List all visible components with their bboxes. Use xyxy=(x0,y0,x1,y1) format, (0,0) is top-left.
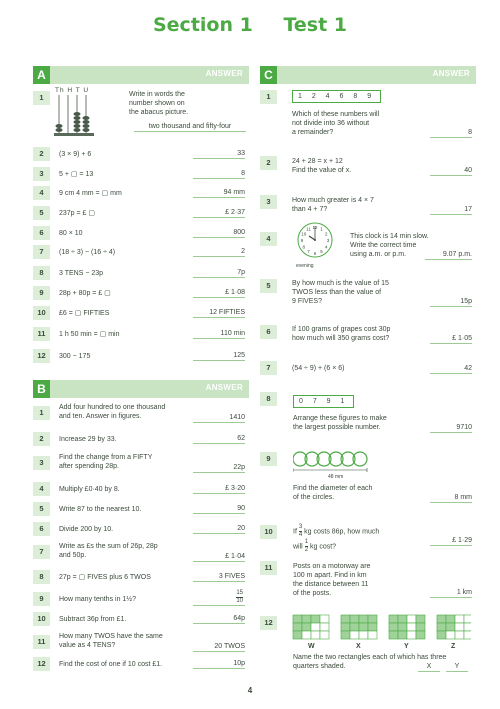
answer-field[interactable]: 15p xyxy=(430,297,472,307)
question-b6 xyxy=(33,522,249,536)
answer-field[interactable]: 22p xyxy=(193,463,245,473)
grid-cell xyxy=(407,615,416,623)
question-line: TWOS less than the value of xyxy=(292,289,382,296)
question-line: the distance between 11 xyxy=(293,581,369,588)
question-c6 xyxy=(260,322,476,348)
question-number: 11 xyxy=(260,561,277,575)
question-a12 xyxy=(33,349,249,363)
grid-cell xyxy=(416,615,425,623)
question-number: 12 xyxy=(33,657,50,671)
question-line: Subtract 36p from £1. xyxy=(59,616,127,623)
grid-cell xyxy=(320,631,329,639)
question-text: 1 h 50 min = ▢ min xyxy=(59,331,120,338)
question-b3 xyxy=(33,453,249,475)
rectangles-image xyxy=(281,613,471,641)
question-text: 5 + ▢ = 13 xyxy=(59,171,94,178)
answer-field[interactable]: 12 FIFTIES xyxy=(193,308,245,318)
answer-field[interactable]: 40 xyxy=(430,166,472,176)
question-number: 6 xyxy=(33,226,50,240)
question-b11 xyxy=(33,632,249,654)
answer-field[interactable]: 7p xyxy=(193,268,245,278)
grid-cell xyxy=(302,631,311,639)
question-c7 xyxy=(260,361,476,377)
question-number: 11 xyxy=(33,327,50,341)
question-line: how much will 350 grams cost? xyxy=(292,335,390,342)
question-number: 6 xyxy=(33,522,50,536)
grid-cell xyxy=(368,631,377,639)
question-b1 xyxy=(33,403,249,425)
answer-field[interactable]: two thousand and fifty-four xyxy=(134,122,246,132)
question-text xyxy=(293,414,387,432)
question-text xyxy=(293,524,379,554)
answer-field[interactable]: 20 xyxy=(193,524,245,534)
question-line: How much greater is 4 × 7 xyxy=(292,197,374,204)
grid-cell xyxy=(446,615,455,623)
grid-cell xyxy=(464,615,471,623)
section-a-letter: A xyxy=(33,66,50,84)
question-text: 3 TENS − 23p xyxy=(59,270,104,277)
question-c4 xyxy=(260,226,476,272)
clock-number: 9 xyxy=(300,237,304,243)
question-number: 8 xyxy=(260,392,277,406)
section-a-header xyxy=(33,66,249,84)
fraction xyxy=(236,590,243,605)
question-number: 2 xyxy=(260,156,277,170)
question-number: 2 xyxy=(33,147,50,161)
page-number: 4 xyxy=(247,686,253,695)
grid-cell xyxy=(302,615,311,623)
fraction xyxy=(299,524,302,539)
question-number: 5 xyxy=(260,279,277,293)
question-text xyxy=(59,453,152,471)
grid-cell xyxy=(464,623,471,631)
grid-cell xyxy=(302,623,311,631)
question-line: Write the correct time xyxy=(350,242,417,249)
grid-cell xyxy=(455,623,464,631)
clock-number: 5 xyxy=(320,249,323,255)
question-c10 xyxy=(260,522,476,553)
grid-cell xyxy=(359,615,368,623)
grid-cell xyxy=(407,623,416,631)
grid-cell xyxy=(293,623,302,631)
question-number: 10 xyxy=(260,525,277,539)
numerator: 3 xyxy=(298,524,303,530)
clock-number: 11 xyxy=(306,226,311,232)
question-number: 1 xyxy=(33,406,50,420)
number-box: 1 2 4 6 8 9 xyxy=(292,90,381,103)
grid-cell xyxy=(368,615,377,623)
question-a10 xyxy=(33,306,249,320)
question-line: This clock is 14 min slow. xyxy=(350,233,429,240)
question-line: of the circles. xyxy=(293,494,335,501)
question-number: 8 xyxy=(33,570,50,584)
question-line: 100 m apart. Find in km xyxy=(293,572,367,579)
question-text: 9 cm 4 mm = ▢ mm xyxy=(59,190,122,197)
question-text: 300 − 175 xyxy=(59,353,91,360)
question-a1 xyxy=(33,88,249,140)
question-a2 xyxy=(33,147,249,161)
grid-cell xyxy=(389,631,398,639)
question-line: 9 FIVES? xyxy=(292,298,322,305)
grid-cell xyxy=(407,631,416,639)
rectangle-label-y: Y xyxy=(404,643,409,650)
question-line: Increase 29 by 33. xyxy=(59,436,117,443)
numerator: 15 xyxy=(236,590,243,596)
answer-field[interactable]: 9.07 p.m. xyxy=(425,250,472,260)
grid-cell xyxy=(311,631,320,639)
grid-cell xyxy=(455,615,464,623)
answer-field[interactable]: 33 xyxy=(193,149,245,159)
measurement-label: 48 mm xyxy=(328,474,344,480)
question-number: 12 xyxy=(33,349,50,363)
question-number: 3 xyxy=(33,167,50,181)
question-line: Add four hundred to one thousand xyxy=(59,404,166,411)
question-text xyxy=(293,484,372,502)
grid-cell xyxy=(437,631,446,639)
answer-field-1[interactable]: X xyxy=(418,662,440,672)
answer-field[interactable]: 17 xyxy=(430,205,472,215)
question-line: the largest possible number. xyxy=(293,424,381,431)
clock-number: 6 xyxy=(313,250,317,256)
grid-cell xyxy=(455,631,464,639)
grid-cell xyxy=(341,623,350,631)
rectangle-label-z: Z xyxy=(451,643,456,650)
grid-cell xyxy=(389,623,398,631)
question-number: 4 xyxy=(33,482,50,496)
question-c5 xyxy=(260,276,476,308)
question-number: 3 xyxy=(260,195,277,209)
answer-field[interactable]: 2 xyxy=(193,247,245,257)
grid-cell xyxy=(416,623,425,631)
question-text xyxy=(59,595,136,604)
clock-number: 4 xyxy=(325,244,328,250)
question-text: 80 × 10 xyxy=(59,230,83,237)
answer-field[interactable]: £ 1·04 xyxy=(193,552,245,562)
question-line xyxy=(293,539,379,554)
question-line: and 50p. xyxy=(59,552,87,559)
question-b8 xyxy=(33,570,249,584)
question-number: 12 xyxy=(260,616,277,630)
question-number: 9 xyxy=(33,592,50,606)
question-line: Multiply £0·40 by 8. xyxy=(59,486,120,493)
question-line: Write as £s the sum of 26p, 28p xyxy=(59,543,158,550)
answer-field[interactable]: 10p xyxy=(193,659,245,669)
question-number: 10 xyxy=(33,612,50,626)
question-line: Write in words the xyxy=(129,91,185,98)
question-text: 28p + 80p = £ ▢ xyxy=(59,290,111,297)
question-c12 xyxy=(260,613,476,677)
question-a3 xyxy=(33,167,249,181)
answer-field[interactable]: 800 xyxy=(193,228,245,238)
question-text xyxy=(59,660,162,669)
question-line: Find the change from a FIFTY xyxy=(59,454,153,461)
question-number: 2 xyxy=(33,432,50,446)
answer-field[interactable]: 8 mm xyxy=(430,493,472,503)
grid-cell xyxy=(368,623,377,631)
answer-field[interactable]: 110 min xyxy=(193,329,245,339)
question-text xyxy=(59,435,117,444)
answer-field[interactable]: £ 1·29 xyxy=(430,536,472,546)
clock-number: 7 xyxy=(307,249,310,255)
question-text xyxy=(59,615,126,624)
question-b12 xyxy=(33,657,249,671)
question-number: 7 xyxy=(260,361,277,375)
grid-cell xyxy=(311,623,320,631)
grid-cell xyxy=(341,615,350,623)
question-line: number shown on xyxy=(129,100,185,107)
question-a4 xyxy=(33,186,249,200)
question-a6 xyxy=(33,226,249,240)
clock-number: 3 xyxy=(326,237,330,243)
test-title: Test 1 xyxy=(283,14,348,36)
question-text xyxy=(292,196,374,214)
question-line: Find the cost of one if 10 cost £1. xyxy=(59,661,163,668)
number-box: 0 7 9 1 xyxy=(293,395,354,408)
clock-number: 10 xyxy=(301,231,307,237)
question-line: How many tenths in 1½? xyxy=(59,596,137,603)
question-line: If 100 grams of grapes cost 30p xyxy=(292,326,391,333)
question-b9 xyxy=(33,592,249,606)
question-line: quarters shaded. xyxy=(293,663,346,670)
answer-field[interactable]: 8 xyxy=(430,128,472,138)
answer-field[interactable]: 42 xyxy=(430,364,472,374)
answer-label: ANSWER xyxy=(205,69,243,78)
denominator: 10 xyxy=(236,598,243,604)
answer-field-2[interactable]: Y xyxy=(446,662,468,672)
answer-field[interactable]: £ 2·37 xyxy=(193,208,245,218)
answer-field[interactable]: 94 mm xyxy=(193,188,245,198)
fraction xyxy=(305,539,308,554)
question-text xyxy=(59,542,158,560)
grid-cell xyxy=(359,631,368,639)
clock-number: 2 xyxy=(325,231,328,237)
answer-field[interactable]: 9710 xyxy=(430,423,472,433)
answer-label: ANSWER xyxy=(205,383,243,392)
text-fragment: If xyxy=(293,528,297,536)
section-b-letter: B xyxy=(33,380,50,398)
question-text xyxy=(59,525,113,534)
grid-cell xyxy=(398,631,407,639)
question-line: Divide 200 by 10. xyxy=(59,526,114,533)
section-title: Section 1 xyxy=(152,14,253,36)
grid-cell xyxy=(389,615,398,623)
grid-cell xyxy=(341,631,350,639)
question-text xyxy=(59,573,151,582)
question-number: 8 xyxy=(33,266,50,280)
question-line: the abacus picture. xyxy=(129,109,189,116)
grid-cell xyxy=(416,631,425,639)
grid-cell xyxy=(398,615,407,623)
question-number: 4 xyxy=(33,186,50,200)
question-text: (18 ÷ 3) − (16 ÷ 4) xyxy=(59,249,116,256)
question-b4 xyxy=(33,482,249,496)
grid-cell xyxy=(446,623,455,631)
question-text xyxy=(292,110,379,137)
question-line: of the posts. xyxy=(293,590,332,597)
question-a7 xyxy=(33,245,249,259)
question-text xyxy=(350,232,429,259)
question-text xyxy=(129,90,188,117)
abacus-labels: Th H T U xyxy=(55,87,90,94)
answer-field[interactable]: 1410 xyxy=(193,413,245,423)
clock-number: 1 xyxy=(320,226,323,232)
question-number: 10 xyxy=(33,306,50,320)
grid-cell xyxy=(311,615,320,623)
section-c-header xyxy=(260,66,476,84)
numerator: 1 xyxy=(304,539,309,545)
page-title xyxy=(0,14,500,36)
abacus-image xyxy=(53,95,99,139)
question-line: Name the two rectangles each of which has three xyxy=(293,654,447,661)
grid-cell xyxy=(320,623,329,631)
question-line: Posts on a motorway are xyxy=(293,563,371,570)
question-number: 6 xyxy=(260,325,277,339)
section-b-header xyxy=(33,380,249,398)
denominator: 2 xyxy=(304,547,309,553)
question-text: (3 × 9) + 6 xyxy=(59,151,92,158)
question-text: £6 = ▢ FIFTIES xyxy=(59,310,110,317)
question-c11 xyxy=(260,561,476,601)
question-number: 1 xyxy=(260,90,277,104)
question-line: after spending 28p. xyxy=(59,463,119,470)
question-line: By how much is the value of 15 xyxy=(292,280,389,287)
question-text xyxy=(59,485,120,494)
grid-cell xyxy=(293,615,302,623)
question-number: 4 xyxy=(260,232,277,246)
answer-field[interactable]: 1 km xyxy=(430,588,472,598)
answer-field[interactable]: 8 xyxy=(193,169,245,179)
grid-cell xyxy=(350,623,359,631)
grid-cell xyxy=(437,623,446,631)
question-line: Arrange these figures to make xyxy=(293,415,387,422)
question-line: a remainder? xyxy=(292,129,334,136)
grid-cell xyxy=(446,631,455,639)
question-b5 xyxy=(33,502,249,516)
question-text xyxy=(59,505,141,514)
question-line: than 4 + 7? xyxy=(292,206,328,213)
question-number: 1 xyxy=(33,91,50,105)
question-line xyxy=(293,524,379,539)
grid-cell xyxy=(350,631,359,639)
clock-image xyxy=(288,220,342,264)
question-line: 27p = ▢ FIVES plus 6 TWOS xyxy=(59,574,151,581)
answer-field[interactable]: £ 1·05 xyxy=(430,334,472,344)
question-number: 9 xyxy=(260,452,277,466)
question-number: 7 xyxy=(33,245,50,259)
answer-field[interactable]: £ 3·20 xyxy=(193,484,245,494)
question-text xyxy=(293,562,370,598)
question-number: 9 xyxy=(33,286,50,300)
answer-field[interactable]: 20 TWOS xyxy=(193,642,245,652)
question-line: not divide into 36 without xyxy=(292,120,370,127)
clock-number: 12 xyxy=(312,224,318,230)
section-c-letter: C xyxy=(260,66,277,84)
grid-cell xyxy=(293,631,302,639)
answer-field[interactable]: 3 FIVES xyxy=(193,572,245,582)
question-a11 xyxy=(33,327,249,341)
question-c3 xyxy=(260,193,476,219)
question-line: Find the diameter of each xyxy=(293,485,373,492)
question-line: using a.m. or p.m. xyxy=(350,251,407,258)
question-a8 xyxy=(33,266,249,280)
question-number: 5 xyxy=(33,502,50,516)
question-text: 237p = £ ▢ xyxy=(59,210,96,217)
text-fragment: will xyxy=(293,543,303,551)
question-number: 3 xyxy=(33,456,50,470)
answer-field[interactable] xyxy=(193,590,245,606)
grid-cell xyxy=(359,623,368,631)
question-text: (54 ÷ 9) + (6 × 6) xyxy=(292,365,345,372)
clock-label: evening xyxy=(296,263,314,269)
question-c1 xyxy=(260,88,476,146)
question-c2 xyxy=(260,154,476,180)
answer-field[interactable]: 90 xyxy=(193,504,245,514)
text-fragment: kg costs 86p, how much xyxy=(304,528,380,536)
question-line: Find the value of x. xyxy=(292,167,352,174)
question-c8 xyxy=(260,392,476,436)
denominator: 4 xyxy=(298,532,303,538)
question-line: Which of these numbers will xyxy=(292,111,380,118)
question-text xyxy=(59,403,165,421)
question-line: How many TWOS have the same xyxy=(59,633,163,640)
question-line: value as 4 TENS? xyxy=(59,642,116,649)
question-line: 24 + 28 = x + 12 xyxy=(292,158,343,165)
question-b7 xyxy=(33,542,249,564)
question-line: Write 87 to the nearest 10. xyxy=(59,506,142,513)
question-c9 xyxy=(260,448,476,510)
text-fragment: kg cost? xyxy=(309,543,337,551)
grid-cell xyxy=(464,631,471,639)
question-text xyxy=(292,157,351,175)
question-b2 xyxy=(33,432,249,446)
grid-cell xyxy=(320,615,329,623)
answer-field[interactable]: 64p xyxy=(193,614,245,624)
rectangle-label-x: X xyxy=(356,643,361,650)
question-number: 7 xyxy=(33,545,50,559)
question-a9 xyxy=(33,286,249,300)
clock-number: 8 xyxy=(302,244,305,250)
question-number: 11 xyxy=(33,635,50,649)
question-text xyxy=(292,325,390,343)
answer-field[interactable]: 62 xyxy=(193,434,245,444)
question-line: and ten. Answer in figures. xyxy=(59,413,142,420)
question-text xyxy=(59,632,163,650)
circles-image xyxy=(293,450,379,472)
rectangle-label-w: W xyxy=(308,643,315,650)
grid-cell xyxy=(398,623,407,631)
grid-cell xyxy=(437,615,446,623)
answer-field[interactable]: £ 1·08 xyxy=(193,288,245,298)
answer-label: ANSWER xyxy=(432,69,470,78)
question-text xyxy=(292,279,389,306)
question-number: 5 xyxy=(33,206,50,220)
question-a5 xyxy=(33,206,249,220)
grid-cell xyxy=(350,615,359,623)
answer-field[interactable]: 125 xyxy=(193,351,245,361)
question-b10 xyxy=(33,612,249,626)
